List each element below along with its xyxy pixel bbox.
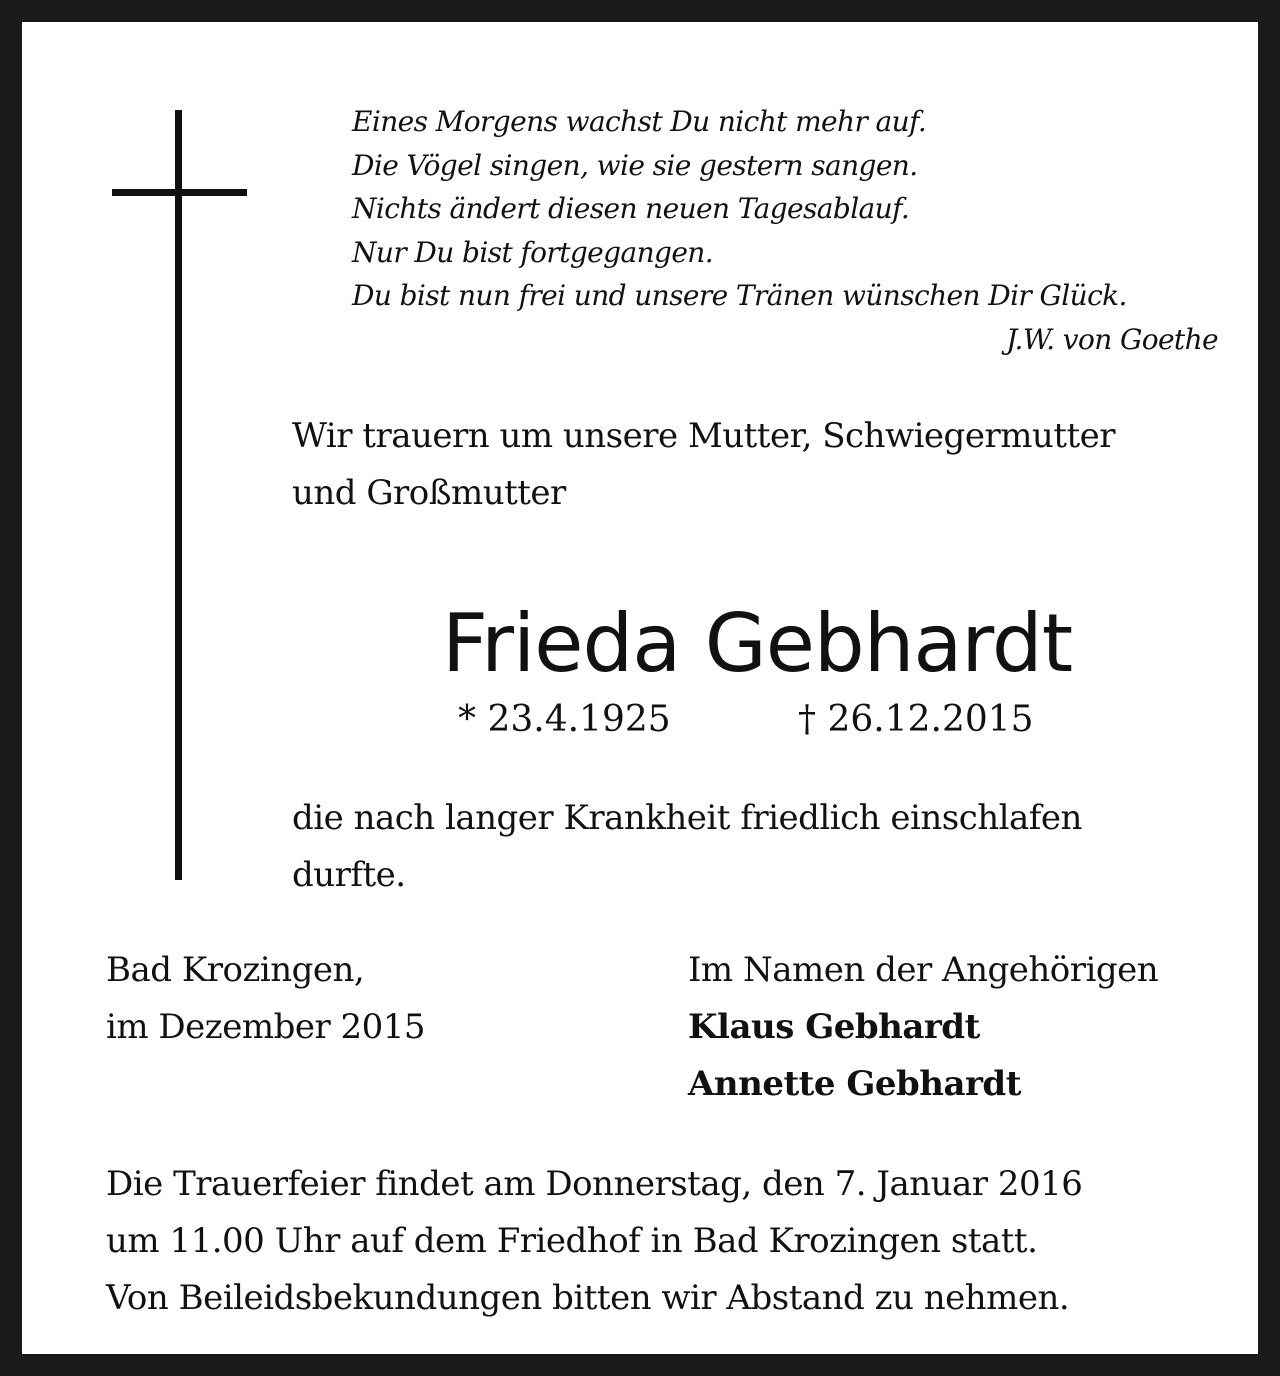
poem-line: Die Vögel singen, wie sie gestern sangen. — [352, 148, 918, 182]
signers-block — [688, 942, 1248, 1113]
place-and-date — [106, 942, 606, 1056]
intro-line: und Großmutter — [292, 473, 566, 513]
poem-author: J.W. von Goethe — [1006, 322, 1218, 356]
passing-statement — [292, 790, 1252, 904]
service-line: Die Trauerfeier findet am Donnerstag, den 7. Januar 2016 — [106, 1164, 1083, 1204]
signers-heading: Im Namen der Angehörigen — [688, 950, 1159, 990]
closing-line: durfte. — [292, 855, 406, 895]
poem-quote — [352, 100, 1222, 361]
date-line: im Dezember 2015 — [106, 1007, 426, 1047]
closing-line: die nach langer Krankheit friedlich einschlafen — [292, 798, 1082, 838]
service-line: um 11.00 Uhr auf dem Friedhof in Bad Krozingen statt. — [106, 1221, 1038, 1261]
signer-name: Annette Gebhardt — [688, 1064, 1021, 1104]
intro-line: Wir trauern um unsere Mutter, Schwiegermutter — [292, 416, 1116, 456]
life-dates — [22, 694, 1280, 746]
poem-line: Nichts ändert diesen neuen Tagesablauf. — [352, 192, 910, 225]
cross-vertical-bar — [175, 110, 182, 880]
poem-line: Eines Morgens wachst Du nicht mehr auf. — [352, 105, 927, 138]
cross-horizontal-bar — [112, 189, 247, 196]
death-date: † 26.12.2015 — [798, 699, 1034, 740]
place-line: Bad Krozingen, — [106, 950, 365, 990]
deceased-name: Frieda Gebhardt — [441, 597, 1073, 690]
service-line: Von Beileidsbekundungen bitten wir Abstand zu nehmen. — [106, 1278, 1070, 1318]
mourning-intro — [292, 408, 1252, 522]
funeral-service-info — [106, 1156, 1246, 1327]
signer-name: Klaus Gebhardt — [688, 1007, 980, 1047]
birth-date: * 23.4.1925 — [458, 699, 671, 740]
poem-line: Nur Du bist fortgegangen. — [352, 235, 714, 269]
poem-line: Du bist nun frei und unsere Tränen wünschen Dir Glück. — [352, 279, 1127, 312]
